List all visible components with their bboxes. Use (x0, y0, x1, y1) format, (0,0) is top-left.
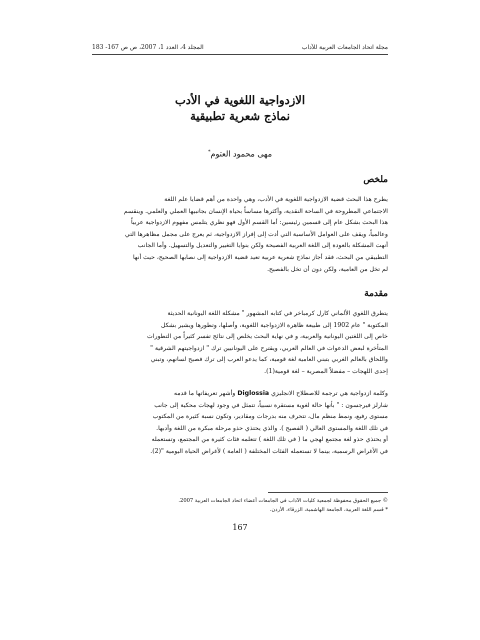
diglossia-term: Diglossia (237, 390, 270, 397)
header-rule (92, 54, 388, 55)
footnote: * قسم اللغة العربية، الجامعة الهاشمية، الزرقاء، الأردن. (269, 507, 388, 513)
footnote-rule (268, 492, 388, 493)
abstract-line: هذا البحث بشكل عام إلى قسمين رئيسين: أما القسم الأول فهو نظري يتلمس مفهوم الازدواجية عربياً (131, 219, 388, 227)
title-line-1: الازدواجية اللغوية في الأدب (174, 93, 306, 107)
volume-info: المجلد 4، العدد 1، 2007، ص ص 167- 183 (92, 44, 204, 51)
author-mark: * (207, 149, 211, 155)
running-header (92, 44, 388, 51)
intro-paragraph-1 (92, 308, 388, 378)
intro-line: مستوى رفيع، ونمط منظم مال، تتحرف منه بدرجات ومقادير، وتكون نسبة كثيرة من المكتوب (152, 413, 388, 421)
abstract-heading: ملخص (363, 175, 388, 185)
intro-line: المكتوبة " عام 1902 إلى طبيعة ظاهرة الازدواجية اللغوية، وأصلها، وتطورها ويشير بشكل (160, 321, 388, 329)
intro-line: أو يحتذي حذو لغة مجتمع لهجي ما ( في تلك اللغة ) تتعلمه فئات كثيرة من المجتمع، وتستعمله (151, 436, 388, 444)
abstract-body (92, 194, 388, 275)
intro-line: المتأخرة لبعض الدعوات في العالم العربي، ويقترح على اليونانيين ترك " ازدواجيتهم الشرقية " (150, 344, 388, 352)
intro-line: في الأغراض الرسمية، بينما لا تستعمله الفئات المختلفة ( العامة ) لأغراض الحياة اليومية "(2). (150, 447, 388, 455)
intro-line: إحدى اللهجات – مفضلاً المصرية – لغة قومية(1). (264, 367, 388, 375)
abstract-line: أنهت المشكلة بالعودة إلى اللغة العربية الفصيحة ولكن بنوايا التغيير والتعديل والتسهيل. وأما الجانب (137, 242, 388, 250)
author-name: مهى محمود العتوم (210, 149, 272, 159)
paper-title (0, 92, 480, 124)
intro-text: وكلمة ازدواجية هي ترجمة للاصطلاح الانجليزي (271, 390, 388, 397)
journal-name: مجلة اتحاد الجامعات العربية للآداب (301, 44, 388, 51)
intro-heading: مقدمة (364, 289, 388, 299)
footnote: © جميع الحقوق محفوظة لجمعية كليات الآداب في الجامعات أعضاء اتحاد الجامعات العربية 2007. (178, 498, 388, 504)
abstract-line: يطرح هذا البحث قضية الازدواجية اللغوية في الأدب، وهي واحدة من أهم قضايا علم اللغة (164, 196, 388, 203)
intro-line: يتطرق اللغوي الألماني كارل كرمباخر في كتابه المشهور " مشكلة اللغة اليونانية الحديثة (167, 310, 388, 317)
intro-paragraph-2 (92, 388, 388, 458)
author (0, 149, 480, 159)
intro-line (92, 388, 388, 400)
abstract-line: التطبيقي من البحث، فقد أجاز نماذج شعرية عربية تعيد قضية الازدواجية إلى نصابها الصحيح، حيث أنها (133, 253, 388, 261)
intro-line: في تلك اللغة والمستوى العالي ( الفصيح ). والذي يحتذي حذو مرحلة مبكرة من اللغة وأدبها. (156, 424, 388, 432)
page-number: 167 (232, 523, 248, 532)
intro-line: واللحاق بالعالم الغربي بتبني العامية لغة قومية، كما يدعو العرب إلى ترك فصيح لسانهم، وتبني (150, 356, 388, 364)
intro-text: وأشهر تعريفاتها ما قدمه (174, 390, 236, 397)
footnotes (92, 497, 388, 515)
abstract-line: لم تخل من العامية، ولكن دون أن تخل بالفصيح. (267, 265, 388, 273)
intro-line: خاص إلى اللغتين اليونانية والعربية، و في نهاية البحث يخلص إلى نتائج تفسر كثيراً من التطورات (147, 333, 388, 341)
abstract-line: وعالمياً، ويقف على العوامل الأساسية التي أدت إلى إفراز الازدواجية، ثم يعرج على مجمل مظاهرها التي (125, 230, 388, 238)
title-line-2: نماذج شعرية تطبيقية (190, 109, 290, 123)
abstract-line: الاجتماعي المطروحة في الساحة النقدية، وأكثرها مساساً بحياة الإنسان بجانبيها العملي والعلمي. وينقسم (123, 207, 388, 215)
intro-line: شارلز فيرجسون : " بأنها حالة لغوية مستقرة نسبياً، تتمثل في وجود لهجات محكية إلى جانب (154, 401, 388, 409)
